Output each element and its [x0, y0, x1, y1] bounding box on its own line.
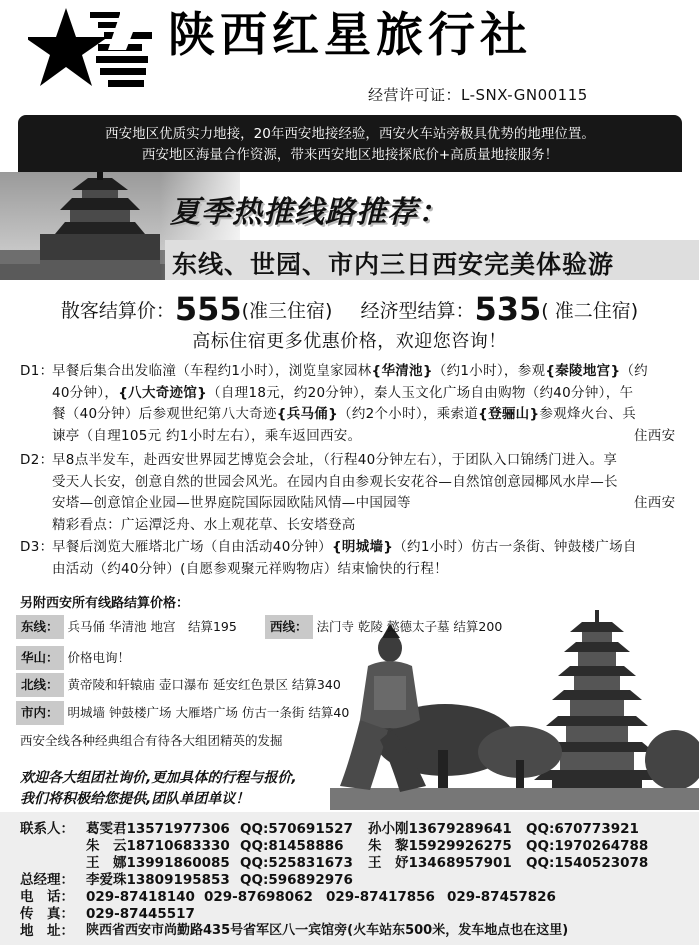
day-label: D3：: [20, 539, 54, 555]
gm-qq: QQ:596892976: [240, 872, 353, 888]
day-text: 精彩看点：广运潭泛舟、水上观花草、长安塔登高: [52, 516, 356, 533]
intro-banner: [18, 115, 682, 179]
day-text: 早8点半发车，赴西安世界园艺博览会会址，（行程40分钟左右），于团队入口锦绣门进入。享: [52, 452, 618, 468]
route-text: 法门寺 乾陵 懿德太子墓 结算200: [316, 619, 503, 634]
route-huashan: [16, 646, 130, 670]
highlight-spot: {华清池}: [371, 363, 433, 379]
contacts-label: 联系人：: [20, 821, 74, 837]
route-text: 兵马俑 华清池 地宫 结算195: [67, 619, 237, 634]
day-text: 安塔—创意馆企业园—世界庭院国际园欧陆风情—中国园等: [52, 495, 411, 512]
price-value: 555: [174, 290, 242, 328]
route-east: [16, 615, 237, 639]
tel-number: 029-87417856: [326, 889, 435, 905]
route-text: 黄帝陵和轩辕庙 壶口瀑布 延安红色景区 结算340: [67, 677, 341, 692]
contact-person: 孙小刚13679289641: [368, 821, 512, 837]
route-text: 明城墙 钟鼓楼广场 大雁塔广场 仿古一条街 结算40: [67, 705, 350, 720]
overnight-stay: 住西安: [634, 495, 676, 512]
route-north: [16, 673, 341, 697]
day-text: （约: [620, 363, 648, 379]
highlight-spot: {兵马俑}: [276, 406, 339, 423]
contact-qq: QQ:570691527: [240, 821, 353, 837]
day-text: （自理18元，约20分钟），秦人玉文化广场自由购物（约40分钟），午: [207, 384, 634, 401]
day-label: D1：: [20, 363, 54, 379]
day-text: 谏亭（自理105元 约1小时左右），乘车返回西安。: [52, 427, 362, 444]
tel-number: 029-87457826: [447, 889, 556, 905]
welcome-line: 欢迎各大组团社询价,更加具体的行程与报价,: [20, 770, 297, 786]
route-title: 东线、世园、市内三日西安完美体验游: [172, 250, 615, 279]
address: 陕西省西安市尚勤路435号省军区八一宾馆旁(火车站东500米，发车地点也在这里): [86, 923, 569, 938]
day-text: （约1小时）仿古一条街、钟鼓楼广场自: [393, 539, 637, 555]
routes-note: 西安全线各种经典组合有待各大组团精英的发掘: [20, 733, 283, 748]
other-routes-title: 另附西安所有线路结算价格：: [20, 596, 190, 611]
route-west: [265, 615, 502, 639]
price-value: 535: [474, 290, 542, 328]
price-note: ( 准二住宿): [541, 300, 639, 322]
contact-qq: QQ:1540523078: [526, 855, 649, 871]
contact-person: 王 娜13991860085: [86, 855, 230, 871]
highlight-spot: {明城墙}: [331, 539, 394, 555]
route-tag: 西线：: [265, 615, 313, 639]
price-subtitle: 高标住宿更多优惠价格，欢迎您咨询！: [192, 331, 507, 352]
contact-qq: QQ:670773921: [526, 821, 639, 837]
contact-person: 朱 云18710683330: [86, 838, 230, 854]
summer-recommend-title: 夏季热推线路推荐：: [170, 195, 449, 230]
route-tag: 东线：: [16, 615, 64, 639]
address-label: 地 址：: [20, 923, 74, 939]
highlight-spot: {八大奇迹馆}: [118, 384, 208, 401]
pagoda-warrior-illustration: [330, 610, 699, 810]
agency-name: 陕西红星旅行社: [168, 8, 532, 63]
day-text: 早餐后集合出发临潼（车程约1小时），浏览皇家园林: [52, 363, 372, 379]
tel-label: 电 话：: [20, 889, 74, 905]
tel-number: 029-87698062: [204, 889, 313, 905]
route-tag: 市内：: [16, 701, 64, 725]
contact-person: 朱 黎15929926275: [368, 838, 512, 854]
contact-qq: QQ:1970264788: [526, 838, 649, 854]
day-text: 40分钟），: [52, 384, 119, 401]
price-label: 散客结算价：: [60, 300, 175, 322]
itinerary-day-1: [20, 361, 690, 451]
highlight-spot: {秦陵地宫}: [545, 363, 621, 379]
fax-number: 029-87445517: [86, 906, 195, 922]
day-text: 餐（40分钟）后参观世纪第八大奇迹: [52, 406, 277, 423]
price-note: (准三住宿): [241, 300, 333, 322]
overnight-stay: 住西安: [634, 427, 676, 444]
welcome-message: [20, 768, 297, 810]
itinerary-day-2: [20, 450, 690, 540]
contact-person: 葛雯君13571977306: [86, 821, 230, 837]
day-text: （约1小时），参观: [432, 363, 546, 379]
route-text: 价格电询！: [67, 650, 131, 665]
license-number: 经营许可证：L-SNX-GN00115: [368, 86, 588, 104]
contact-qq: QQ:525831673: [240, 855, 353, 871]
day-text: 受天人长安，创意自然的世园会风光。在园内自由参观长安花谷—自然馆创意园椰风水岸—长: [52, 473, 618, 490]
day-text: 由活动（约40分钟）(自愿参观聚元祥购物店）结束愉快的行程！: [52, 560, 448, 577]
banner-line: 西安地区优质实力地接，20年西安地接经验，西安火车站旁极具优势的地理位置。: [105, 126, 595, 142]
contact-person: 王 妤13468957901: [368, 855, 512, 871]
fax-label: 传 真：: [20, 906, 74, 922]
route-tag: 北线：: [16, 673, 64, 697]
day-text: 早餐后浏览大雁塔北广场（自由活动40分钟）: [52, 539, 332, 555]
route-city: [16, 701, 349, 725]
price-row: [0, 290, 699, 328]
banner-line: 西安地区海量合作资源，带来西安地区地接探底价+高质量地接服务！: [141, 147, 559, 163]
highlight-spot: {登骊山}: [478, 406, 540, 423]
welcome-line: 我们将积极给您提供,团队单团单议！: [20, 791, 250, 807]
day-text: （约2个小时），乘索道: [338, 406, 479, 423]
itinerary-day-3: [20, 537, 690, 583]
tel-number: 029-87418140: [86, 889, 195, 905]
day-label: D2：: [20, 452, 54, 468]
price-label: 经济型结算：: [360, 300, 475, 322]
route-tag: 华山：: [16, 646, 64, 670]
gm-label: 总经理：: [20, 872, 74, 888]
day-text: 参观烽火台、兵: [539, 406, 636, 423]
gm-contact: 李爱珠13809195853: [86, 872, 230, 888]
contact-qq: QQ:81458886: [240, 838, 344, 854]
star-logo-icon: [28, 6, 160, 92]
